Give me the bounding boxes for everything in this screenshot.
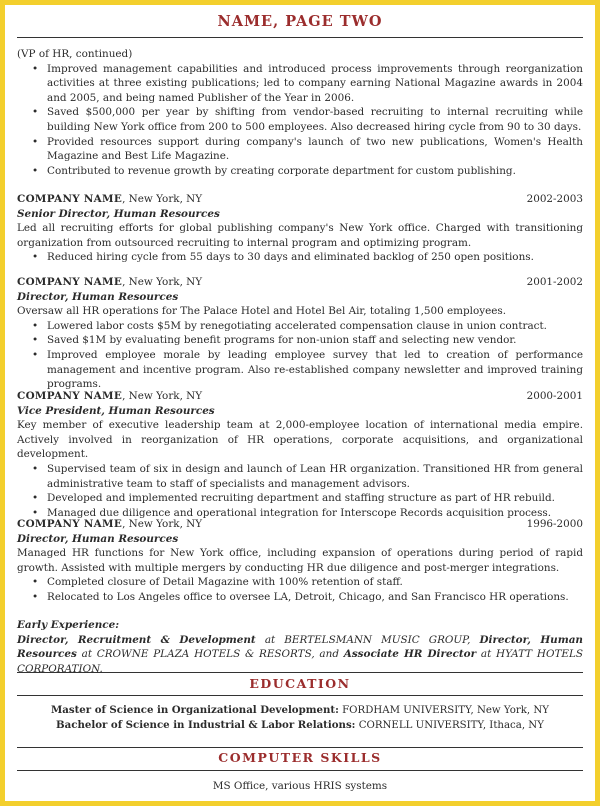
school: CORNELL UNIVERSITY, Ithaca, NY [355, 720, 544, 732]
job-bullets [17, 250, 583, 265]
early-experience-text [17, 633, 583, 677]
skills-text: MS Office, various HRIS systems [212, 780, 388, 792]
job-dates: 2001-2002 [526, 276, 583, 288]
degree: Bachelor of Science in Industrial & Labor Relations: [56, 719, 356, 732]
job-entry [17, 517, 583, 605]
job-entry [17, 192, 583, 265]
job-summary: Oversaw all HR operations for The Palace Hotel and Hotel Bel Air, totaling 1,500 employees. [17, 305, 507, 318]
skills-rule-top [17, 747, 583, 748]
early-experience [17, 618, 583, 676]
resume-page [5, 5, 595, 801]
job-header [17, 517, 583, 532]
early-role: Associate HR Director [343, 648, 477, 661]
job-header [17, 192, 583, 207]
early-employer: at HYATT HOTELS CORPORATION. [17, 648, 584, 675]
header-rule [17, 37, 583, 38]
job-company-line [17, 275, 202, 290]
job-summary: Managed HR functions for New York office, including expansion of operations during period of rapid growth. Assisted with multiple mergers by conducting HR due diligence and post-merger integrations. [17, 547, 583, 574]
job-dates: 1996-2000 [526, 518, 583, 530]
job-header [17, 389, 583, 404]
list-item: • Lowered labor costs $5M by renegotiating accelerated compensation clause in union contract. [17, 319, 583, 334]
education-section [17, 703, 583, 734]
skills-heading: COMPUTER SKILLS [218, 750, 382, 765]
list-item: • Improved employee morale by leading employee survey that led to creation of performance management and incentive program. Also re-established company newsletter and improved training programs. [17, 348, 583, 392]
job-company-line [17, 517, 202, 532]
continued-bullets [17, 62, 583, 179]
list-item: • Completed closure of Detail Magazine with 100% retention of staff. [17, 575, 583, 590]
job-bullets [17, 462, 583, 520]
early-employer: at CROWNE PLAZA HOTELS & RESORTS, and [76, 648, 344, 661]
list-item: • Saved $500,000 per year by shifting from vendor-based recruiting to internal recruiting while building New York office from 200 to 500 employees. Also decreased hiring cycle from 90 to 30 days. [17, 105, 583, 134]
page-title: NAME, PAGE TWO [217, 13, 383, 30]
list-item: • Developed and implemented recruiting department and staffing structure as part of HR rebuild. [17, 491, 583, 506]
education-heading: EDUCATION [249, 676, 351, 691]
early-role: Director, Recruitment & Development [17, 633, 256, 646]
early-experience-label: Early Experience: [17, 619, 120, 631]
company-location: , New York, NY [122, 518, 203, 530]
job-title: Director, Human Resources [17, 532, 179, 545]
degree: Master of Science in Organizational Development: [50, 704, 339, 716]
company-location: , New York, NY [122, 193, 203, 205]
list-item: • Provided resources support during company's launch of two new publications, Women's Health Magazine and Best Life Magazine. [17, 135, 583, 164]
company-name: COMPANY NAME [17, 193, 123, 205]
list-item: • Contributed to revenue growth by creating corporate department for custom publishing. [17, 164, 583, 179]
job-dates: 2002-2003 [526, 193, 583, 205]
job-summary: Key member of executive leadership team at 2,000-employee location of international media empire. Actively involved in reorganization of HR operations, corporate acquisitions, and organizational development. [17, 419, 583, 461]
list-item: • Relocated to Los Angeles office to oversee LA, Detroit, Chicago, and San Francisco HR operations. [17, 590, 583, 605]
job-title: Director, Human Resources [17, 290, 179, 303]
job-entry [17, 275, 583, 392]
list-item: • Saved $1M by evaluating benefit programs for non-union staff and selecting new vendor. [17, 333, 583, 348]
job-bullets [17, 575, 583, 604]
education-line [17, 718, 583, 733]
company-location: , New York, NY [122, 276, 203, 288]
skills-rule-bottom [17, 770, 583, 771]
company-name: COMPANY NAME [17, 518, 123, 530]
job-title: Senior Director, Human Resources [17, 207, 220, 220]
company-location: , New York, NY [122, 390, 203, 402]
early-employer: at BERTELSMANN MUSIC GROUP, [255, 633, 480, 646]
list-item: • Supervised team of six in design and launch of Lean HR organization. Transitioned HR from general administrative team to staff of specialists and management advisors. [17, 462, 583, 491]
company-name: COMPANY NAME [17, 276, 123, 288]
job-entry [17, 389, 583, 520]
job-company-line [17, 192, 202, 207]
job-title: Vice President, Human Resources [17, 404, 215, 417]
job-header [17, 275, 583, 290]
list-item: • Improved management capabilities and introduced process improvements through reorganization activities at three existing publications; led to company earning National Magazine awards in 2004 and 2005, and being named Publisher of the Year in 2006. [17, 62, 583, 106]
education-rule-top [17, 672, 583, 673]
education-rule-bottom [17, 695, 583, 696]
job-company-line [17, 389, 202, 404]
continued-label: (VP of HR, continued) [17, 48, 133, 60]
job-bullets [17, 319, 583, 392]
early-role: Director, Human Resources [17, 633, 583, 661]
job-summary: Led all recruiting efforts for global publishing company's New York office. Charged with transitioning organization from outsourced recruiting to internal program and optimizing program. [17, 222, 583, 249]
list-item: • Reduced hiring cycle from 55 days to 30 days and eliminated backlog of 250 open positions. [17, 250, 583, 265]
school: FORDHAM UNIVERSITY, New York, NY [338, 705, 549, 716]
continued-section [17, 47, 583, 178]
education-line [17, 703, 583, 718]
list-item: • Managed due diligence and operational integration for Interscope Records acquisition process. [17, 506, 583, 521]
company-name: COMPANY NAME [17, 390, 123, 402]
job-dates: 2000-2001 [526, 390, 583, 402]
